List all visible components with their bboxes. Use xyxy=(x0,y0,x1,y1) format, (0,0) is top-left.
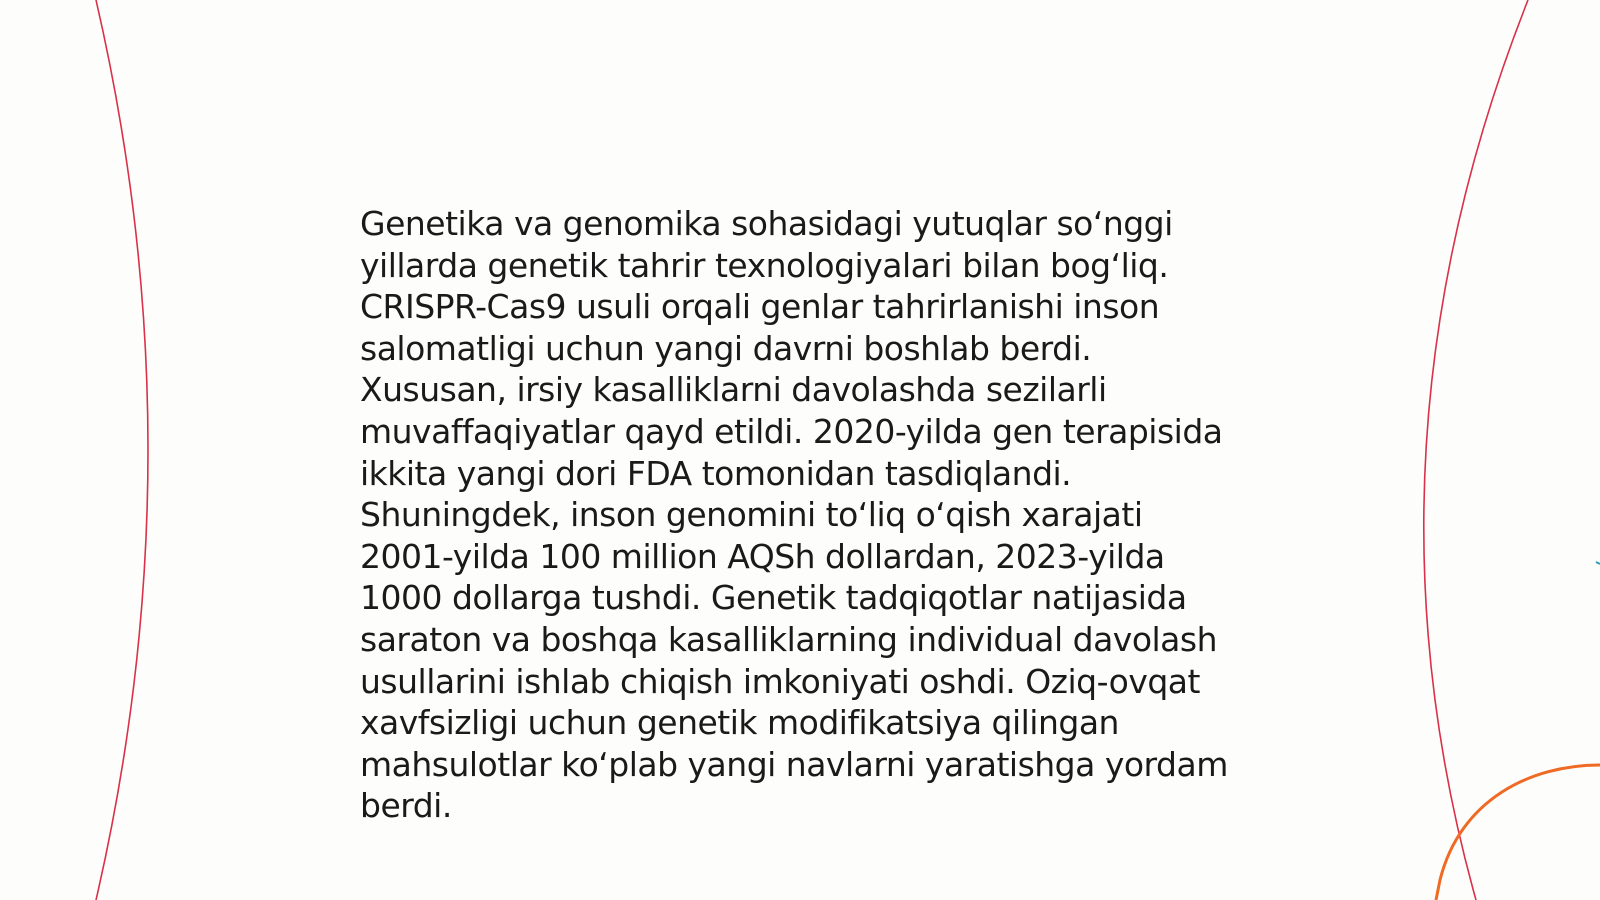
paragraph-line: CRISPR-Cas9 usuli orqali genlar tahrirlanishi inson xyxy=(360,287,1160,327)
paragraph-line: salomatligi uchun yangi davrni boshlab berdi. xyxy=(360,328,1092,368)
paragraph-line: muvaffaqiyatlar qayd etildi. 2020-yilda gen terapisida xyxy=(360,411,1223,451)
paragraph-line: xavfsizligi uchun genetik modifikatsiya qilingan xyxy=(360,703,1119,743)
paragraph-line: 2001-yilda 100 million AQSh dollardan, 2023-yilda xyxy=(360,536,1165,576)
paragraph-line: 1000 dollarga tushdi. Genetik tadqiqotlar natijasida xyxy=(360,578,1187,618)
paragraph-line: usullarini ishlab chiqish imkoniyati oshdi. Oziq-ovqat xyxy=(360,661,1200,701)
right-red-arc xyxy=(1424,0,1528,900)
paragraph-line: saraton va boshqa kasalliklarning individual davolash xyxy=(360,619,1218,659)
paragraph-line: Xususan, irsiy kasalliklarni davolashda sezilarli xyxy=(360,370,1107,410)
orange-circle-arc xyxy=(1436,765,1600,900)
paragraph-line: Genetika va genomika sohasidagi yutuqlar so‘nggi xyxy=(360,204,1173,243)
paragraph-line: Shuningdek, inson genomini to‘liq o‘qish xarajati xyxy=(360,495,1143,535)
teal-tick-mark xyxy=(1596,562,1600,564)
paragraph-line: ikkita yangi dori FDA tomonidan tasdiqlandi. xyxy=(360,453,1072,493)
body-paragraph xyxy=(360,203,1260,827)
paragraph-line: berdi. xyxy=(360,786,452,826)
paragraph-line: mahsulotlar ko‘plab yangi navlarni yaratishga yordam xyxy=(360,744,1228,784)
left-red-arc xyxy=(96,0,148,900)
paragraph-line: yillarda genetik tahrir texnologiyalari bilan bog‘liq. xyxy=(360,245,1169,285)
